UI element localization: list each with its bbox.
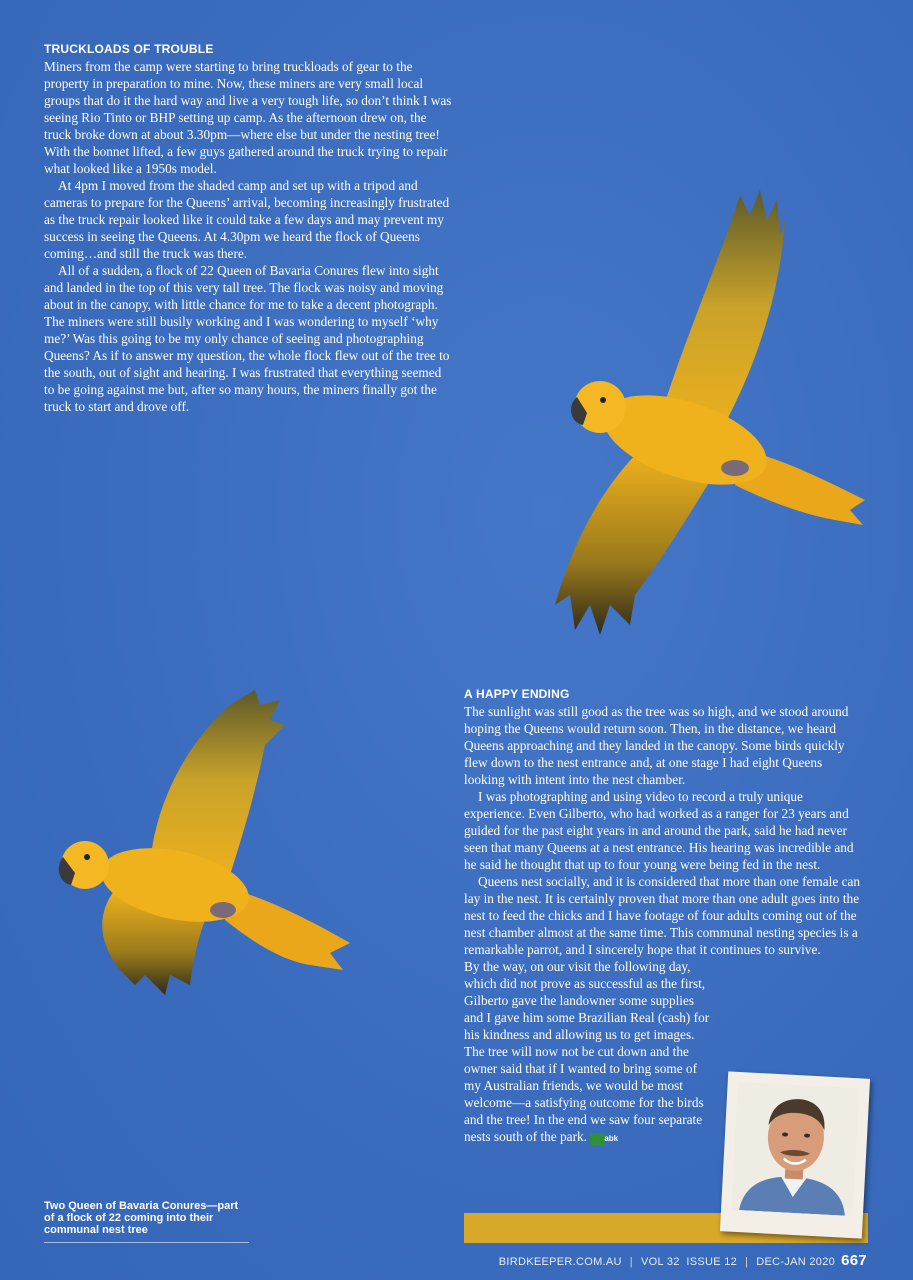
- paragraph: Queens nest socially, and it is considered that more than one female can lay in the nest. It is certainly proven that more than one adult goes into the nest to feed the chicks and I have footage of four adults coming out of the nest chamber almost at the same time. This communal nesting species is a remarkable parrot, and I sincerely hope that it continues to survive.: [464, 874, 861, 957]
- paragraph: I was photographing and using video to record a truly unique experience. Even Gilberto, who had worked as a ranger for 23 years and guided for the past eight years in and around the park, said he had never seen that many Queens at a nest entrance. His hearing was incredible and he said he thought that up to four young were being fed in the nest.: [464, 789, 854, 872]
- end-mark-logo: abk: [590, 1133, 605, 1145]
- paragraph-text: By the way, on our visit the following day, which did not prove as successful as the first, Gilberto gave the landowner some supplies and I gave him some Brazilian Real (cash) for his kindness and allowing us to get images. The tree will now not be cut down and the owner said that if I wanted to bring some of my Australian friends, we would be most welcome—a satisfying outcome for the birds and the tree! In the end we saw four separate nests south of the park.: [464, 959, 710, 1144]
- paragraph: All of a sudden, a flock of 22 Queen of Bavaria Conures flew into sight and landed in the top of this very tall tree. The flock was noisy and moving about in the canopy, with little chance for me to take a decent photograph. The miners were still busily working and I was wondering to myself ‘why me?’ Was this going to be my only chance of seeing and photographing Queens? As if to answer my question, the whole flock flew out of the tree to the south, out of sight and hearing. I was frustrated that everything seemed to be going against me but, after so many hours, the miners finally got the truck to start and drove off.: [44, 263, 450, 414]
- author-photo: [720, 1071, 870, 1238]
- footer-site: BIRDKEEPER.COM.AU: [498, 1256, 622, 1268]
- photo-caption: Two Queen of Bavaria Conures—part of a flock of 22 coming into their communal nest tree: [44, 1200, 249, 1243]
- author-portrait: [731, 1082, 860, 1216]
- footer-date: DEC-JAN 2020: [756, 1256, 836, 1268]
- section-heading: TRUCKLOADS OF TROUBLE: [44, 42, 214, 56]
- page-footer: BIRDKEEPER.COM.AU | VOL 32 ISSUE 12 | DEC-JAN 2020 667: [498, 1252, 867, 1269]
- footer-volume: VOL 32: [640, 1256, 680, 1268]
- conure-photo-lower: [55, 685, 355, 1005]
- footer-issue: ISSUE 12: [686, 1256, 738, 1268]
- conure-photo-upper: [545, 185, 875, 640]
- paragraph: At 4pm I moved from the shaded camp and set up with a tripod and cameras to prepare for the Queens’ arrival, becoming increasingly frustrated as the truck repair looked like it could take a few days and may prevent my success in seeing the Queens. At 4.30pm we heard the flock of Queens coming…and still the truck was there.: [44, 178, 450, 261]
- page-number: 667: [841, 1252, 867, 1269]
- section-heading: A HAPPY ENDING: [464, 687, 570, 701]
- paragraph: The sunlight was still good as the tree was so high, and we stood around hoping the Queens would return soon. Then, in the distance, we heard Queens approaching and they landed in the canopy. Some birds quickly flew down to the nest entrance and, at one stage I had eight Queens looking with intent into the nest chamber.: [464, 704, 849, 787]
- paragraph: Miners from the camp were starting to bring truckloads of gear to the property in preparation to mine. Now, these miners are very small local groups that do it the hard way and live a very tough life, so don’t think I was seeing Rio Tinto or BHP setting up camp. As the afternoon drew on, the truck broke down at about 3.30pm—where else but under the nesting tree! With the bonnet lifted, a few guys gathered around the truck trying to repair what looked like a 1950s model.: [44, 59, 452, 176]
- article-section-trucks: [44, 42, 452, 415]
